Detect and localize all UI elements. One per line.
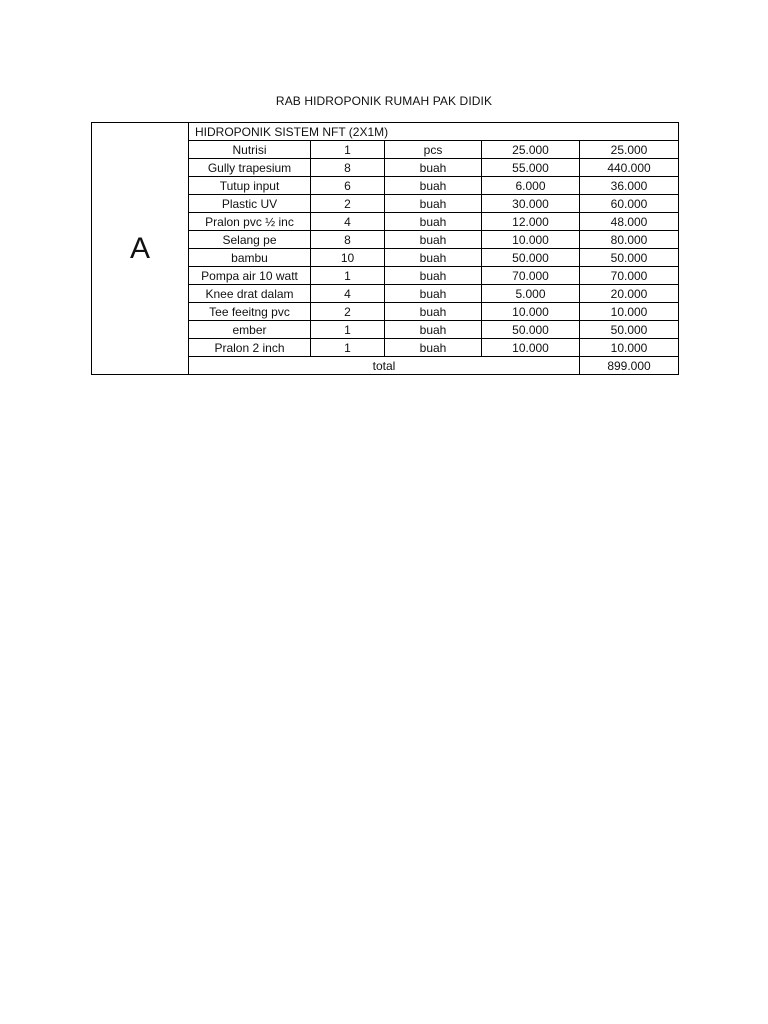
item-qty-cell: 2 (311, 303, 385, 321)
item-name-cell: Tee feeitng pvc (189, 303, 311, 321)
item-price-cell: 10.000 (482, 231, 580, 249)
item-price-cell: 10.000 (482, 339, 580, 357)
item-total-cell: 50.000 (580, 249, 679, 267)
item-price-cell: 6.000 (482, 177, 580, 195)
item-qty-cell: 6 (311, 177, 385, 195)
item-unit-cell: pcs (385, 141, 482, 159)
item-price-cell: 50.000 (482, 249, 580, 267)
item-name-cell: Pompa air 10 watt (189, 267, 311, 285)
item-total-cell: 50.000 (580, 321, 679, 339)
item-qty-cell: 8 (311, 159, 385, 177)
item-unit-cell: buah (385, 303, 482, 321)
item-name-cell: ember (189, 321, 311, 339)
item-total-cell: 70.000 (580, 267, 679, 285)
item-total-cell: 60.000 (580, 195, 679, 213)
item-total-cell: 10.000 (580, 303, 679, 321)
item-qty-cell: 4 (311, 285, 385, 303)
item-price-cell: 50.000 (482, 321, 580, 339)
item-name-cell: Knee drat dalam (189, 285, 311, 303)
item-qty-cell: 2 (311, 195, 385, 213)
item-name-cell: Tutup input (189, 177, 311, 195)
item-name-cell: Pralon 2 inch (189, 339, 311, 357)
item-qty-cell: 1 (311, 141, 385, 159)
item-qty-cell: 1 (311, 321, 385, 339)
item-unit-cell: buah (385, 195, 482, 213)
item-total-cell: 36.000 (580, 177, 679, 195)
item-total-cell: 10.000 (580, 339, 679, 357)
item-unit-cell: buah (385, 285, 482, 303)
section-header-row (92, 123, 679, 141)
rab-table (91, 122, 679, 375)
item-total-cell: 440.000 (580, 159, 679, 177)
item-total-cell: 20.000 (580, 285, 679, 303)
item-price-cell: 25.000 (482, 141, 580, 159)
item-unit-cell: buah (385, 321, 482, 339)
item-price-cell: 30.000 (482, 195, 580, 213)
item-total-cell: 48.000 (580, 213, 679, 231)
item-name-cell: Gully trapesium (189, 159, 311, 177)
total-label-cell: total (189, 357, 580, 375)
item-price-cell: 70.000 (482, 267, 580, 285)
section-title-cell: HIDROPONIK SISTEM NFT (2X1M) (189, 123, 679, 141)
item-total-cell: 25.000 (580, 141, 679, 159)
grand-total-cell: 899.000 (580, 357, 679, 375)
item-unit-cell: buah (385, 267, 482, 285)
item-name-cell: bambu (189, 249, 311, 267)
item-name-cell: Selang pe (189, 231, 311, 249)
item-price-cell: 55.000 (482, 159, 580, 177)
item-unit-cell: buah (385, 231, 482, 249)
item-unit-cell: buah (385, 177, 482, 195)
item-qty-cell: 8 (311, 231, 385, 249)
item-unit-cell: buah (385, 339, 482, 357)
item-unit-cell: buah (385, 159, 482, 177)
item-name-cell: Pralon pvc ½ inc (189, 213, 311, 231)
rab-table-body (92, 123, 679, 375)
section-letter-cell: A (92, 123, 189, 375)
item-total-cell: 80.000 (580, 231, 679, 249)
item-qty-cell: 1 (311, 339, 385, 357)
item-price-cell: 10.000 (482, 303, 580, 321)
document-title: RAB HIDROPONIK RUMAH PAK DIDIK (275, 94, 493, 108)
item-name-cell: Plastic UV (189, 195, 311, 213)
item-qty-cell: 1 (311, 267, 385, 285)
item-name-cell: Nutrisi (189, 141, 311, 159)
item-price-cell: 5.000 (482, 285, 580, 303)
item-unit-cell: buah (385, 249, 482, 267)
item-price-cell: 12.000 (482, 213, 580, 231)
item-unit-cell: buah (385, 213, 482, 231)
item-qty-cell: 10 (311, 249, 385, 267)
item-qty-cell: 4 (311, 213, 385, 231)
